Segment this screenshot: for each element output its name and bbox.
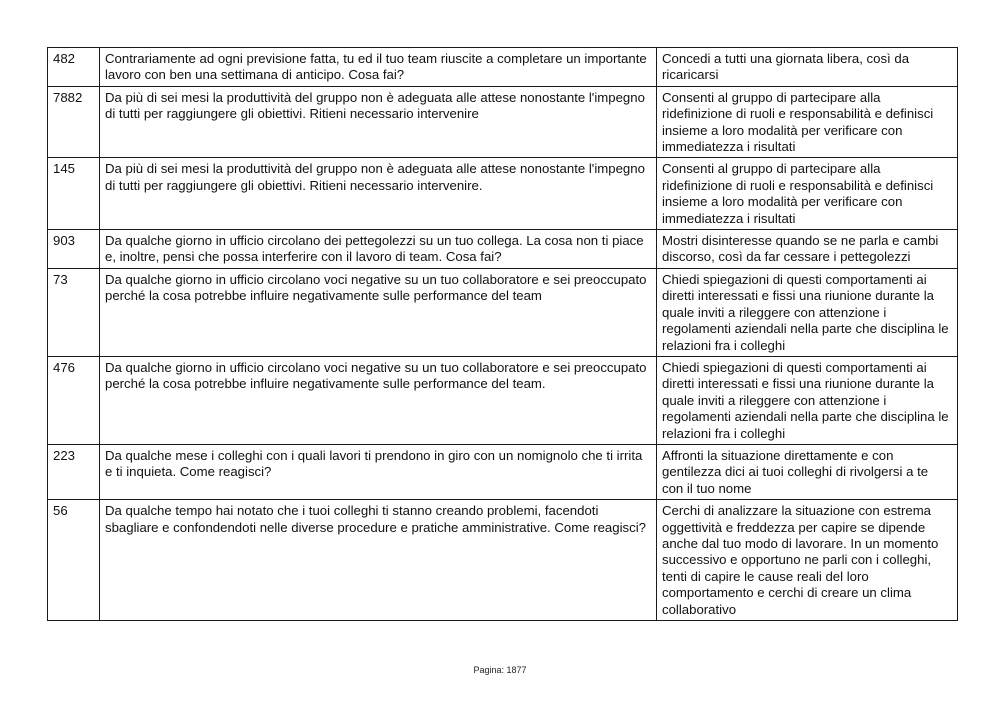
table-row xyxy=(48,268,958,356)
question-text: Da qualche tempo hai notato che i tuoi colleghi ti stanno creando problemi, facendoti sbagliare e confondendoti nelle diverse procedure e pratiche amministrative. Come reagisci? xyxy=(100,500,657,621)
question-text: Da più di sei mesi la produttività del gruppo non è adeguata alle attese nonostante l'impegno di tutti per raggiungere gli obiettivi. Ritieni necessario intervenire xyxy=(100,86,657,158)
question-text: Da qualche mese i colleghi con i quali lavori ti prendono in giro con un nomignolo che ti irrita e ti inquieta. Come reagisci? xyxy=(100,444,657,499)
table-row xyxy=(48,230,958,269)
answer-text: Chiedi spiegazioni di questi comportamenti ai diretti interessati e fissi una riunione durante la quale inviti a rileggere con attenzione i regolamenti aziendali nella parte che disciplina le relazioni fra i colleghi xyxy=(657,268,958,356)
table-row xyxy=(48,356,958,444)
answer-text: Mostri disinteresse quando se ne parla e cambi discorso, così da far cessare i pettegolezzi xyxy=(657,230,958,269)
question-text: Da qualche giorno in ufficio circolano voci negative su un tuo collaboratore e sei preoccupato perché la cosa potrebbe influire negativamente sulle performance del team xyxy=(100,268,657,356)
question-text: Contrariamente ad ogni previsione fatta, tu ed il tuo team riuscite a completare un importante lavoro con ben una settimana di anticipo. Cosa fai? xyxy=(100,48,657,87)
answer-text: Consenti al gruppo di partecipare alla ridefinizione di ruoli e responsabilità e definisci insieme a loro modalità per verificare con immediatezza i risultati xyxy=(657,86,958,158)
answer-text: Affronti la situazione direttamente e con gentilezza dici ai tuoi colleghi di rivolgersi a te con il tuo nome xyxy=(657,444,958,499)
table-row xyxy=(48,48,958,87)
answer-text: Consenti al gruppo di partecipare alla ridefinizione di ruoli e responsabilità e definisci insieme a loro modalità per verificare con immediatezza i risultati xyxy=(657,158,958,230)
question-id: 7882 xyxy=(48,86,100,158)
table-row xyxy=(48,86,958,158)
question-id: 482 xyxy=(48,48,100,87)
question-id: 476 xyxy=(48,356,100,444)
table-row xyxy=(48,444,958,499)
question-answer-table xyxy=(47,47,958,621)
answer-text: Chiedi spiegazioni di questi comportamenti ai diretti interessati e fissi una riunione durante la quale inviti a rileggere con attenzione i regolamenti aziendali nella parte che disciplina le relazioni fra i colleghi xyxy=(657,356,958,444)
question-id: 223 xyxy=(48,444,100,499)
question-text: Da qualche giorno in ufficio circolano voci negative su un tuo collaboratore e sei preoccupato perché la cosa potrebbe influire negativamente sulle performance del team. xyxy=(100,356,657,444)
question-text: Da più di sei mesi la produttività del gruppo non è adeguata alle attese nonostante l'impegno di tutti per raggiungere gli obiettivi. Ritieni necessario intervenire. xyxy=(100,158,657,230)
question-id: 73 xyxy=(48,268,100,356)
answer-text: Concedi a tutti una giornata libera, così da ricaricarsi xyxy=(657,48,958,87)
table-row xyxy=(48,158,958,230)
question-text: Da qualche giorno in ufficio circolano dei pettegolezzi su un tuo collega. La cosa non ti piace e, inoltre, pensi che possa interferire con il lavoro di team. Cosa fai? xyxy=(100,230,657,269)
question-id: 56 xyxy=(48,500,100,621)
question-id: 903 xyxy=(48,230,100,269)
page-number: Pagina: 1877 xyxy=(473,665,527,675)
table-row xyxy=(48,500,958,621)
answer-text: Cerchi di analizzare la situazione con estrema oggettività e freddezza per capire se dipende anche dal tuo modo di lavorare. In un momento successivo e opportuno ne parli con i colleghi, tenti di capire le cause reali del loro comportamento e cerchi di creare un clima collaborativo xyxy=(657,500,958,621)
question-id: 145 xyxy=(48,158,100,230)
